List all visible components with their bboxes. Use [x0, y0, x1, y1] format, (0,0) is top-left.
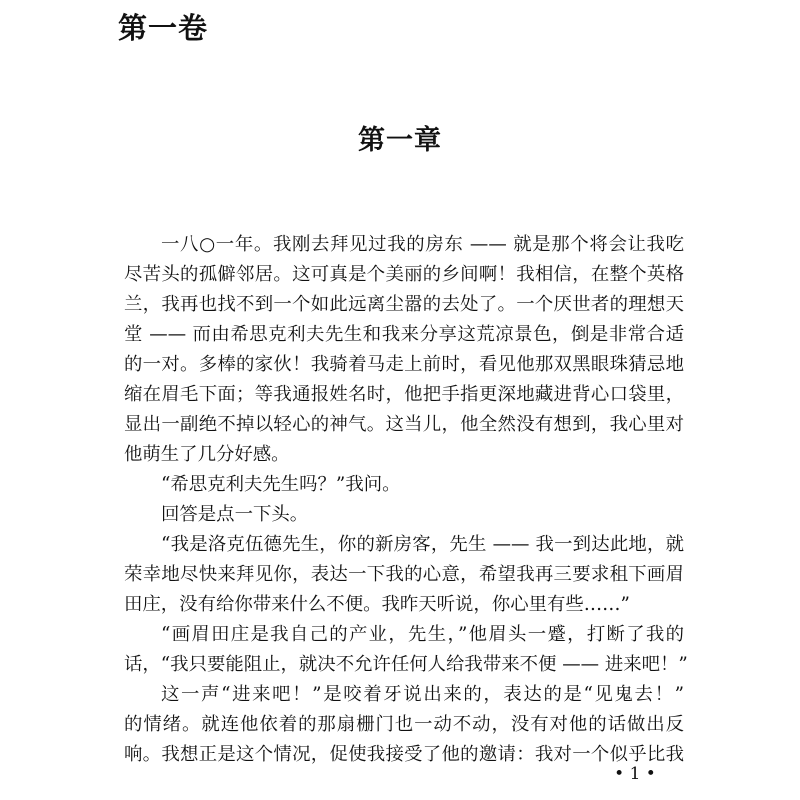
text-line: 回答是点一下头。 — [161, 504, 309, 525]
text-line: 这一声“进来吧！”是咬着牙说出来的，表达的是“见鬼去！” — [161, 684, 684, 705]
chapter-title: 第一章 — [358, 125, 442, 156]
text-line: 显出一副绝不掉以轻心的神气。这当儿，他全然没有想到，我心里对 — [124, 414, 684, 435]
text-line: 的情绪。就连他依着的那扇栅门也一动不动，没有对他的话做出反 — [124, 714, 684, 735]
page-number: • 1 • — [614, 764, 656, 784]
text-line: 荣幸地尽快来拜见你，表达一下我的心意，希望我再三要求租下画眉 — [124, 564, 684, 585]
text-line: 一八○一年。我刚去拜见过我的房东 —— 就是那个将会让我吃 — [161, 234, 684, 255]
text-line: 兰，我再也找不到一个如此远离尘嚣的去处了。一个厌世者的理想天 — [124, 294, 684, 315]
text-line: 的一对。多棒的家伙！我骑着马走上前时，看见他那双黑眼珠猜忌地 — [124, 354, 684, 375]
text-line: “画眉田庄是我自己的产业，先生，”他眉头一蹙，打断了我的 — [161, 624, 684, 645]
text-line: 缩在眉毛下面；等我通报姓名时，他把手指更深地藏进背心口袋里， — [124, 384, 684, 405]
text-line: 他萌生了几分好感。 — [124, 444, 290, 465]
text-line: 响。我想正是这个情况，促使我接受了他的邀请：我对一个似乎比我 — [124, 744, 684, 765]
text-line: 堂 —— 而由希思克利夫先生和我来分享这荒凉景色，倒是非常合适 — [124, 324, 684, 345]
volume-title: 第一卷 — [118, 11, 209, 45]
text-line: 尽苦头的孤僻邻居。这可真是个美丽的乡间啊！我相信，在整个英格 — [124, 264, 684, 285]
body-text — [124, 230, 688, 770]
text-line: 话，“我只要能阻止，就决不允许任何人给我带来不便 —— 进来吧！” — [124, 654, 688, 675]
text-line: 田庄，没有给你带来什么不便。我昨天听说，你心里有些……” — [124, 594, 630, 615]
text-line: “希思克利夫先生吗？”我问。 — [161, 474, 401, 495]
text-line: “我是洛克伍德先生，你的新房客，先生 —— 我一到达此地，就 — [161, 534, 684, 555]
